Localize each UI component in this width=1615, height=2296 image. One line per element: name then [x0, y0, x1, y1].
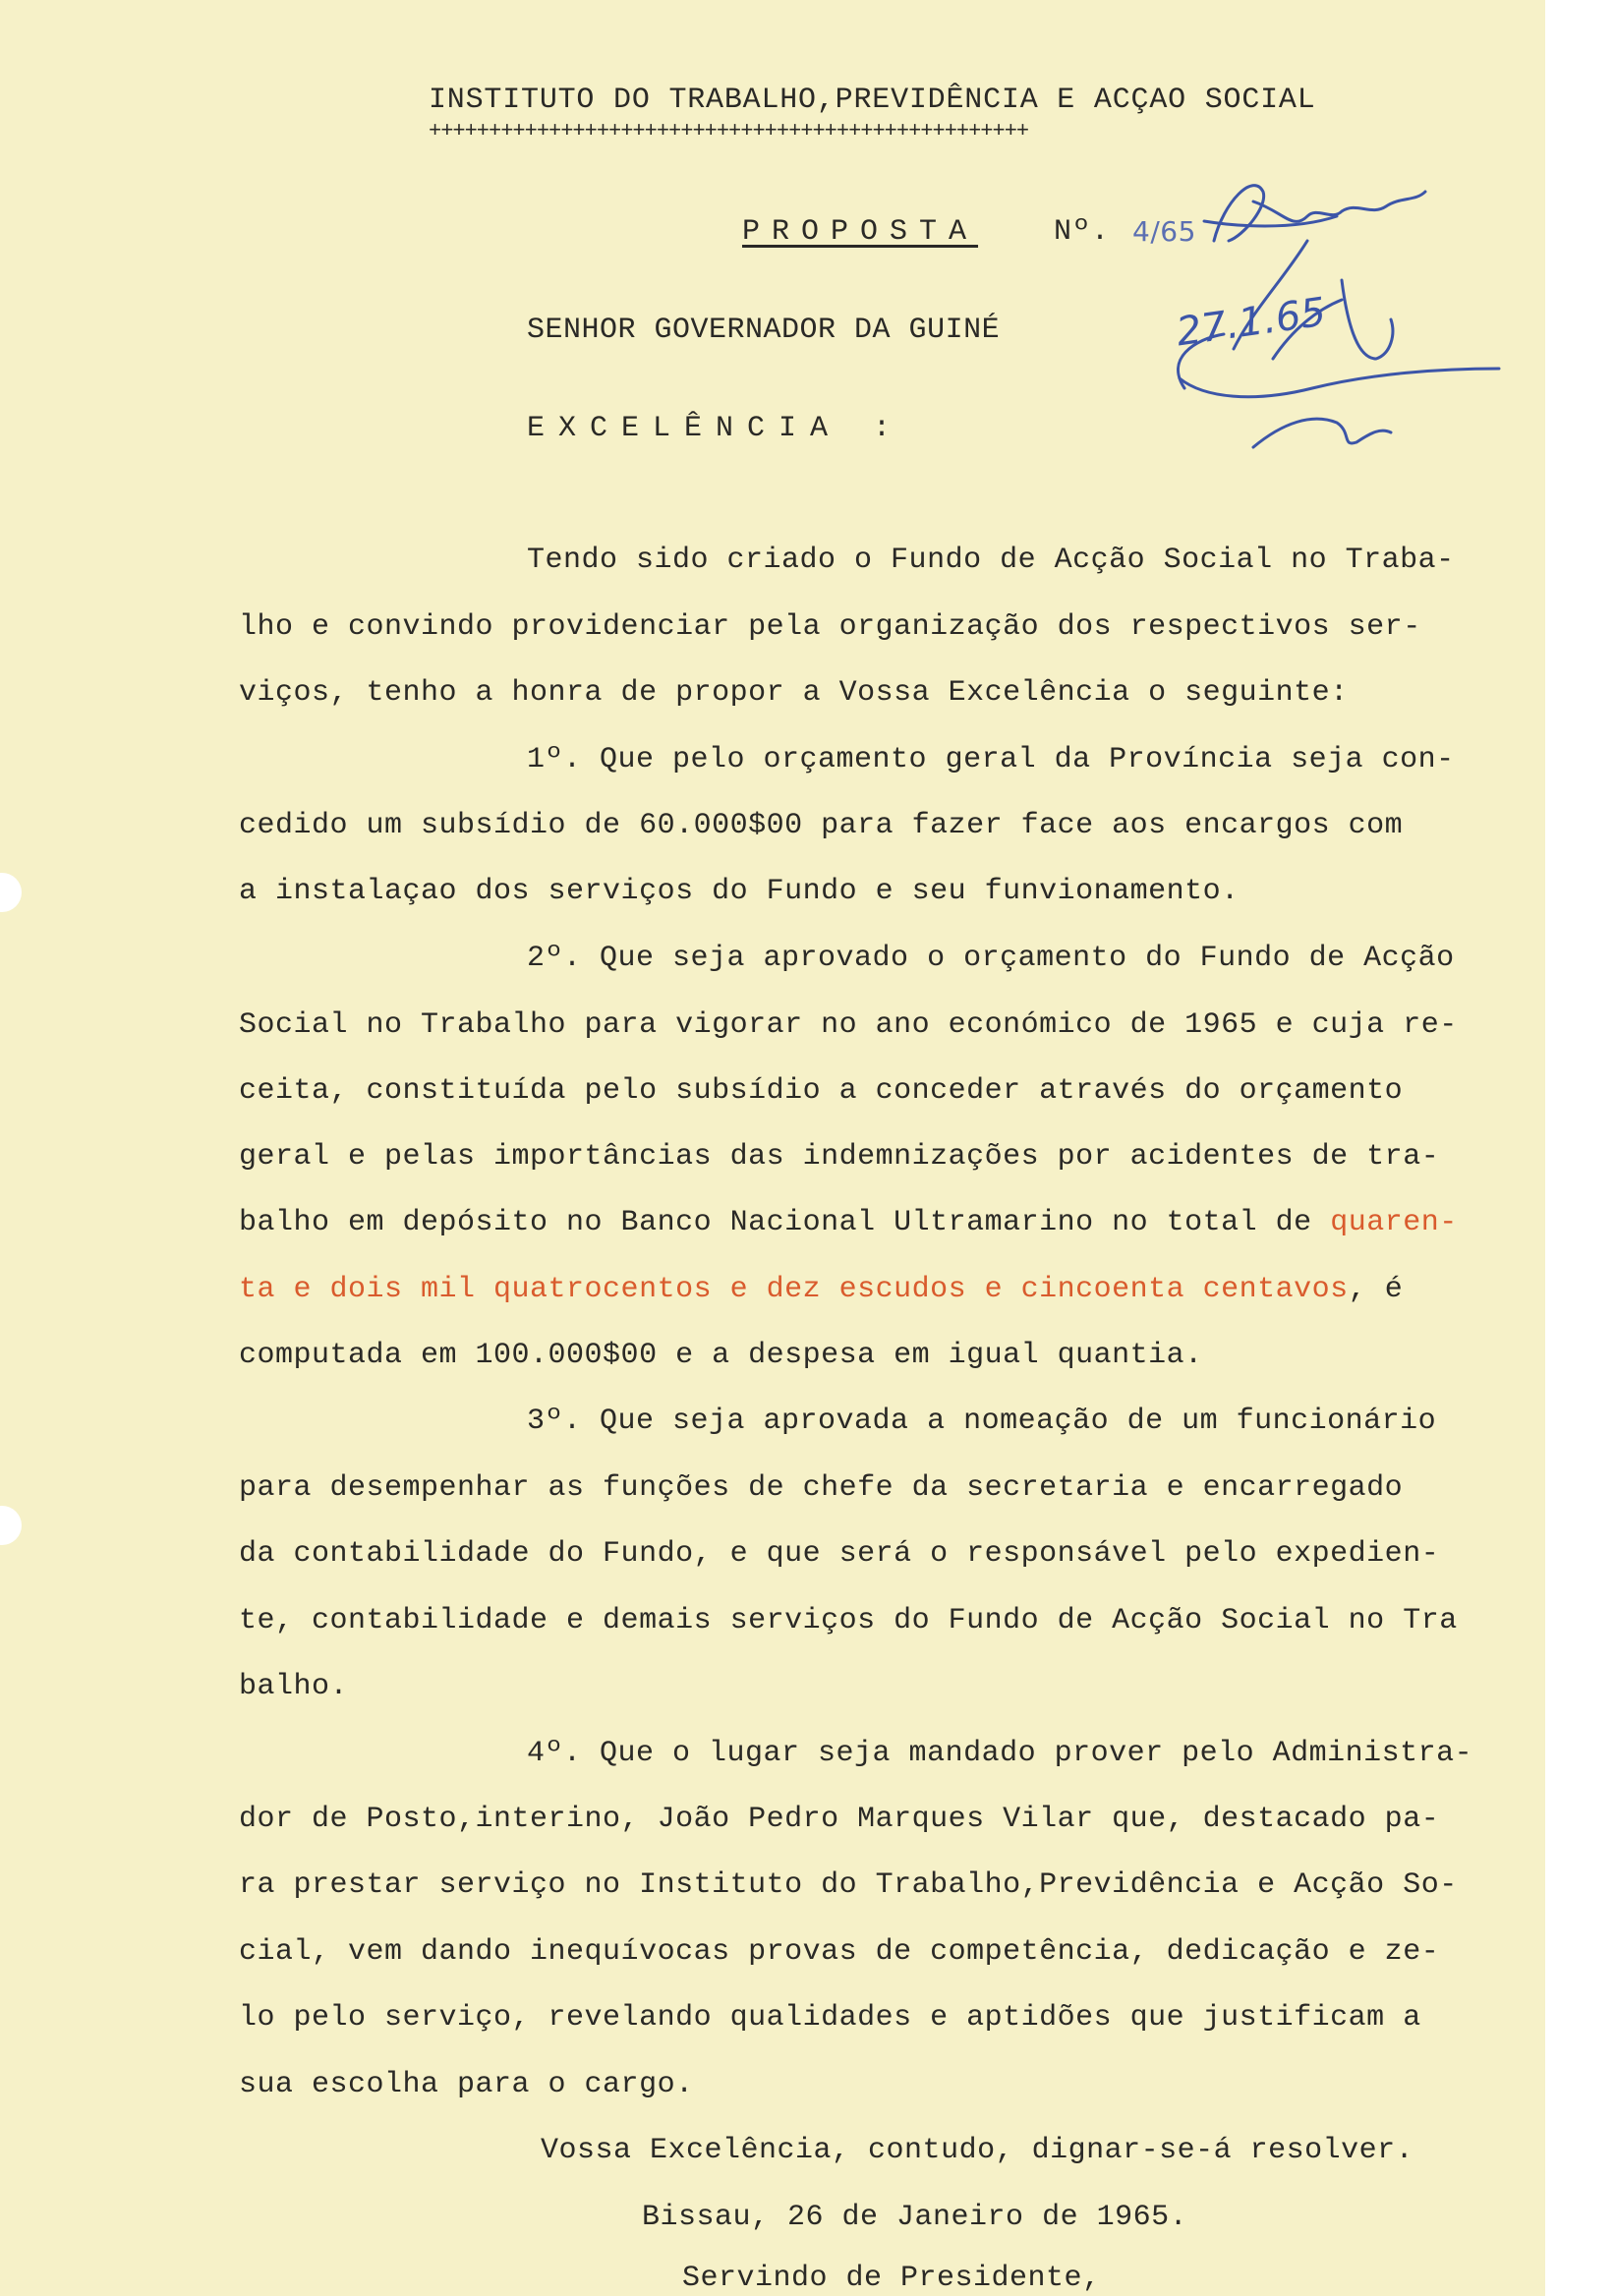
intro-line-3: viços, tenho a honra de propor a Vossa Excelência o seguinte: [239, 676, 1349, 710]
item2-line-3: ceita, constituída pelo subsídio a conceder através do orçamento [239, 1074, 1404, 1108]
item3-line-5: balho. [239, 1670, 349, 1703]
intro-line-2: lho e convindo providenciar pela organização dos respectivos ser- [239, 610, 1421, 644]
item2-line-1: 2º. Que seja aprovado o orçamento do Fundo de Acção [527, 942, 1455, 975]
item4-line-4: cial, vem dando inequívocas provas de competência, dedicação e ze- [239, 1935, 1440, 1969]
item3-line-3: da contabilidade do Fundo, e que será o responsável pelo expedien- [239, 1537, 1440, 1571]
item1-line-1: 1º. Que pelo orçamento geral da Província seja con- [527, 743, 1455, 776]
signature-line: Servindo de Presidente, [682, 2262, 1101, 2295]
item3-line-2: para desempenhar as funções de chefe da secretaria e encarregado [239, 1471, 1404, 1505]
item4-line-6: sua escolha para o cargo. [239, 2068, 694, 2101]
salutation: EXCELÊNCIA : [527, 412, 905, 445]
proposal-label: PROPOSTA [742, 215, 979, 249]
closing-line: Vossa Excelência, contudo, dignar-se-á resolver. [541, 2134, 1414, 2167]
item4-line-1: 4º. Que o lugar seja mandado prover pelo Administra- [527, 1737, 1473, 1770]
item4-line-2: dor de Posto,interino, João Pedro Marques Vilar que, destacado pa- [239, 1803, 1440, 1836]
item2-line-4: geral e pelas importâncias das indemnizações por acidentes de tra- [239, 1140, 1440, 1174]
item3-line-1: 3º. Que seja aprovada a nomeação de um funcionário [527, 1405, 1437, 1438]
item2-line-5 [239, 1205, 1458, 1240]
item2-line-6 [239, 1272, 1403, 1307]
item1-line-3: a instalaçao dos serviços do Fundo e seu funvionamento. [239, 875, 1240, 908]
item2-line-7: computada em 100.000$00 e a despesa em igual quantia. [239, 1339, 1203, 1372]
handwritten-date: 27.1.65 [1173, 289, 1329, 356]
item4-line-5: lo pelo serviço, revelando qualidades e aptidões que justificam a [239, 2001, 1421, 2035]
intro-line-1: Tendo sido criado o Fundo de Acção Social no Traba- [527, 544, 1455, 577]
institution-header: INSTITUTO DO TRABALHO,PREVIDÊNCIA E ACÇAO SOCIAL [429, 84, 1316, 117]
item2-line-5-text: balho em depósito no Banco Nacional Ultramarino no total de [239, 1206, 1331, 1239]
item2-line-6-tail: , é [1348, 1273, 1404, 1306]
scan-margin [1545, 0, 1615, 2296]
item2-line-2: Social no Trabalho para vigorar no ano económico de 1965 e cuja re- [239, 1008, 1458, 1042]
header-rule: ++++++++++++++++++++++++++++++++++++++++++++++++++ [429, 119, 1029, 144]
proposal-number-label: Nº. [1054, 215, 1111, 249]
handwritten-approval [1145, 162, 1519, 487]
proposal-number: 4/65 [1132, 215, 1196, 248]
item3-line-4: te, contabilidade e demais serviços do Fundo de Acção Social no Tra [239, 1604, 1458, 1637]
item2-amount-start: quaren- [1330, 1206, 1458, 1239]
item4-line-3: ra prestar serviço no Instituto do Trabalho,Previdência e Acção So- [239, 1868, 1458, 1902]
addressee: SENHOR GOVERNADOR DA GUINÉ [527, 314, 1001, 347]
item2-amount-words: ta e dois mil quatrocentos e dez escudos e cincoenta centavos [239, 1273, 1349, 1306]
place-date: Bissau, 26 de Janeiro de 1965. [642, 2201, 1188, 2234]
item1-line-2: cedido um subsídio de 60.000$00 para fazer face aos encargos com [239, 809, 1404, 842]
